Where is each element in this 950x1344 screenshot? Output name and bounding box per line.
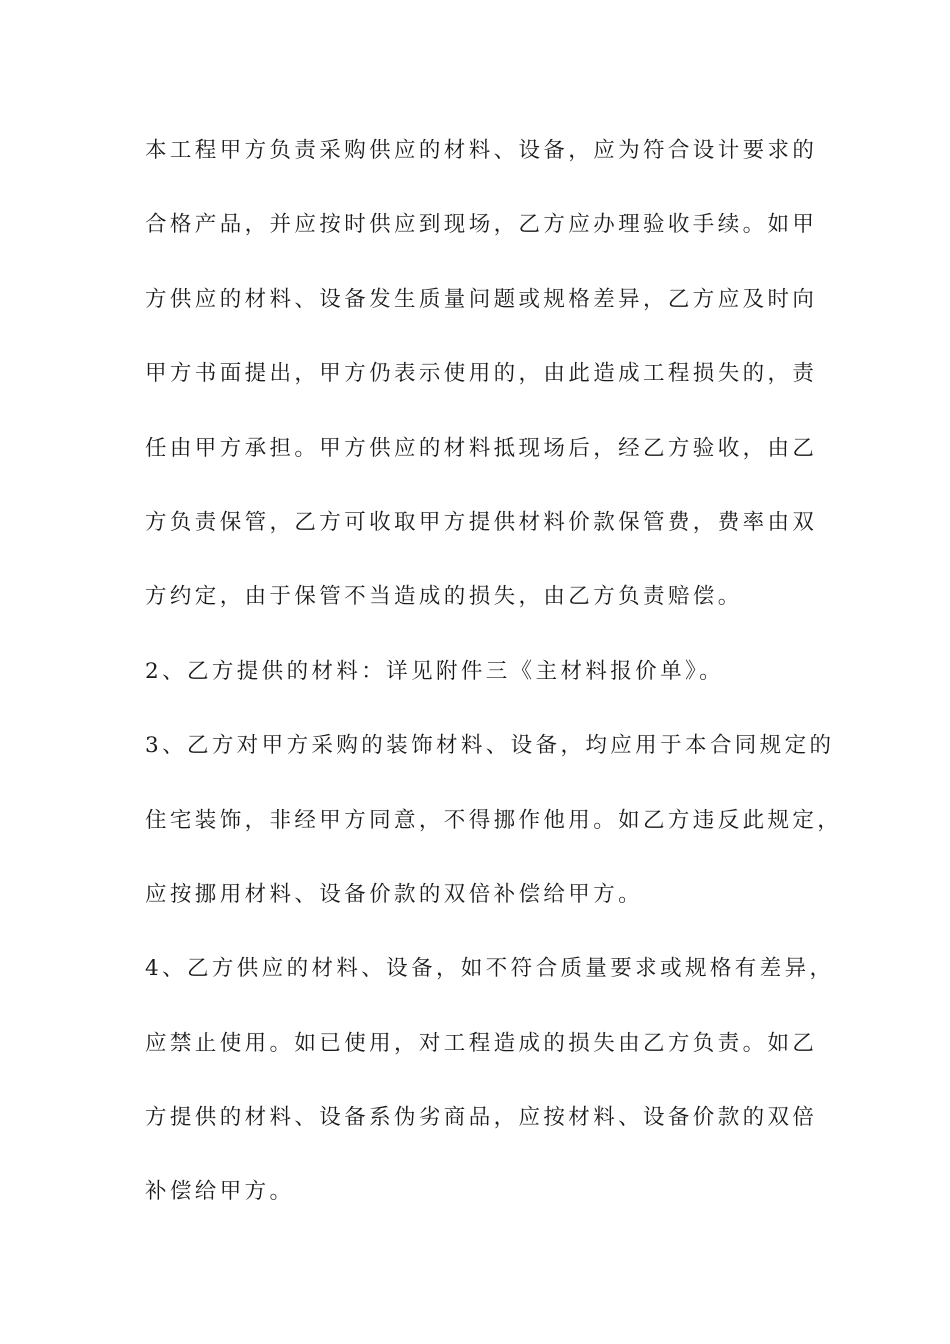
clause-4-line: 4、乙方供应的材料、设备，如不符合质量要求或规格有差异，	[145, 956, 835, 982]
text-line: 应禁止使用。如已使用，对工程造成的损失由乙方负责。如乙	[145, 1030, 818, 1056]
text-line: 补偿给甲方。	[145, 1179, 295, 1205]
clause-2-line: 2、乙方提供的材料：详见附件三《主材料报价单》。	[145, 658, 725, 684]
document-body	[145, 124, 843, 1240]
text-line: 任由甲方承担。甲方供应的材料抵现场后，经乙方验收，由乙	[145, 435, 818, 461]
text-line: 应按挪用材料、设备价款的双倍补偿给甲方。	[145, 881, 644, 907]
text-line: 住宅装饰，非经甲方同意，不得挪作他用。如乙方违反此规定，	[145, 807, 843, 833]
text-line: 本工程甲方负责采购供应的材料、设备，应为符合设计要求的	[145, 138, 818, 163]
text-line: 合格产品，并应按时供应到现场，乙方应办理验收手续。如甲	[145, 212, 818, 238]
text-line: 方约定，由于保管不当造成的损失，由乙方负责赔偿。	[145, 584, 743, 610]
text-line: 方供应的材料、设备发生质量问题或规格差异，乙方应及时向	[145, 286, 818, 312]
clause-3-line: 3、乙方对甲方采购的装饰材料、设备，均应用于本合同规定的	[145, 733, 835, 759]
text-line: 甲方书面提出，甲方仍表示使用的，由此造成工程损失的，责	[145, 361, 818, 387]
text-line: 方负责保管，乙方可收取甲方提供材料价款保管费，费率由双	[145, 509, 818, 535]
text-line: 方提供的材料、设备系伪劣商品，应按材料、设备价款的双倍	[145, 1105, 818, 1131]
